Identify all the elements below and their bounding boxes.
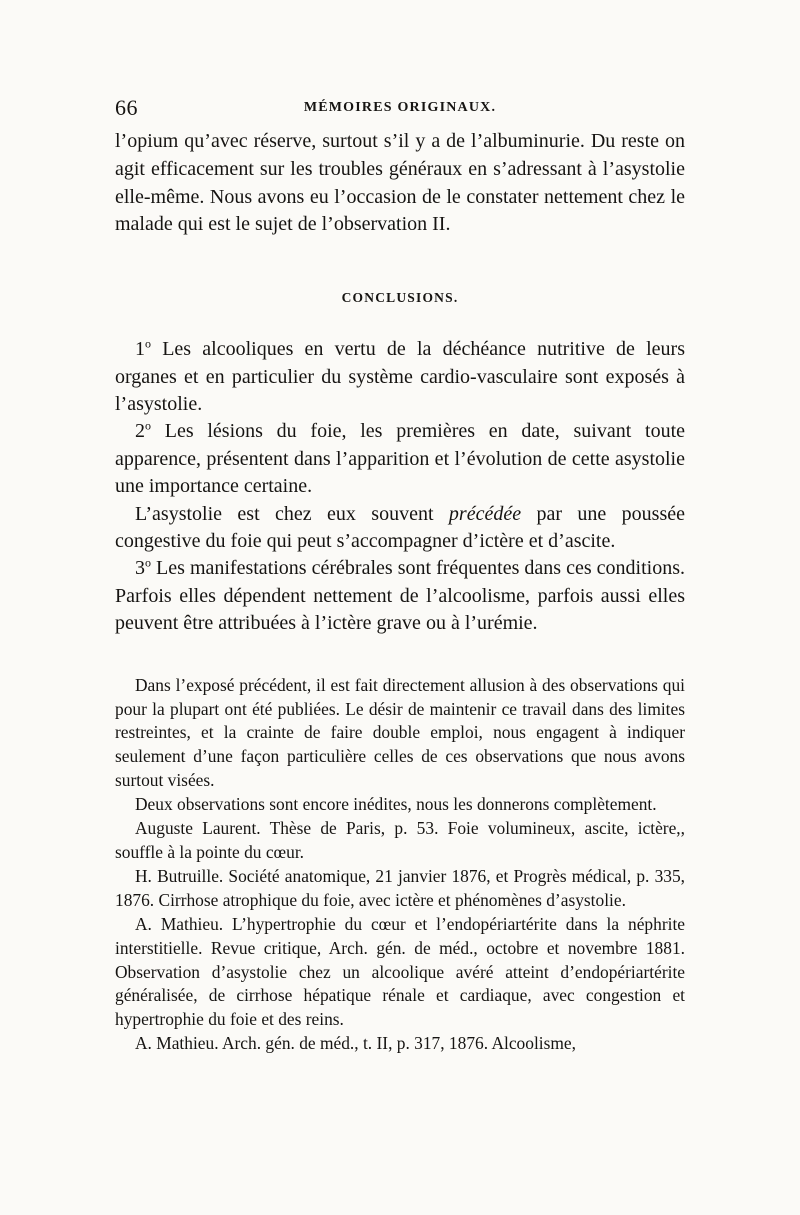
reference-entry: A. Mathieu. L’hypertrophie du cœur et l’endopériartérite dans la néphrite interstitielle. Revue critique, Arch. gén. de méd., octobre et novembre 1881. Observation d’asystolie chez un alcoolique avéré atteint d’endopériartérite généralisée, de cirrhose hépatique rénale et cardiaque, avec congestion et hypertrophie du foie et des reins.	[115, 913, 685, 1030]
conclusion-text: L’asystolie est chez eux souvent	[135, 502, 449, 525]
ordinal-mark: o	[145, 418, 151, 433]
conclusion-text: par une poussée congestive du foie qui peut s’accompagner d’ictère et d’ascite.	[115, 502, 685, 553]
conclusion-number: 2	[135, 420, 145, 443]
conclusion-number: 1	[135, 338, 145, 361]
references-section	[115, 674, 685, 1057]
page-header	[115, 95, 685, 125]
running-head: MÉMOIRES ORIGINAUX.	[303, 100, 497, 115]
conclusion-3	[115, 555, 685, 637]
ordinal-mark: o	[145, 336, 151, 351]
reference-entry: Auguste Laurent. Thèse de Paris, p. 53. Foie volumineux, ascite, ictère,, souffle à la pointe du cœur.	[115, 818, 685, 862]
conclusion-text: Les lésions du foie, les premières en date, suivant toute apparence, présentent dans l’apparition et l’évolution de cette asystolie une importance certaine.	[115, 420, 685, 498]
emphasized-word: précédée	[448, 502, 522, 525]
ordinal-mark: o	[145, 555, 151, 570]
conclusions-heading: CONCLUSIONS.	[341, 290, 459, 306]
reference-entry: A. Mathieu. Arch. gén. de méd., t. II, p. 317, 1876. Alcoolisme,	[135, 1033, 576, 1054]
references-note: Deux observations sont encore inédites, nous les donnerons complètement.	[135, 794, 657, 815]
conclusion-number: 3	[135, 557, 145, 580]
reference-entry: H. Butruille. Société anatomique, 21 janvier 1876, et Progrès médical, p. 335, 1876. Cirrhose atrophique du foie, avec ictère et phénomènes d’asystolie.	[115, 865, 685, 910]
intro-paragraph: l’opium qu’avec réserve, surtout s’il y a de l’albuminurie. Du reste on agit efficacement sur les troubles généraux en s’adressant à l’asystolie elle-même. Nous avons eu l’occasion de le constater nettement chez le malade qui est le sujet de l’observation II.	[115, 130, 685, 236]
conclusions-list	[115, 336, 685, 637]
conclusion-1	[115, 336, 685, 418]
body-text	[115, 128, 685, 1056]
page-number: 66	[115, 95, 138, 120]
conclusion-text: Les alcooliques en vertu de la déchéance nutritive de leurs organes et en particulier du système cardio-vasculaire sont exposés à l’asystolie.	[115, 338, 685, 415]
references-intro: Dans l’exposé précédent, il est fait directement allusion à des observations qui pour la plupart ont été publiées. Le désir de maintenir ce travail dans des limites restreintes, et la crainte de faire double emploi, nous engagent à indiquer seulement d’une façon particulière celles de ces observations que nous avons surtout visées.	[115, 674, 685, 791]
conclusion-text: Les manifestations cérébrales sont fréquentes dans ces conditions. Parfois elles dépendent nettement de l’alcoolisme, parfois aussi elles peuvent être attribuées à l’ictère grave ou à l’urémie.	[115, 557, 685, 635]
conclusion-2	[115, 418, 685, 500]
conclusion-2-continued	[115, 501, 685, 556]
intro-section	[115, 128, 685, 239]
